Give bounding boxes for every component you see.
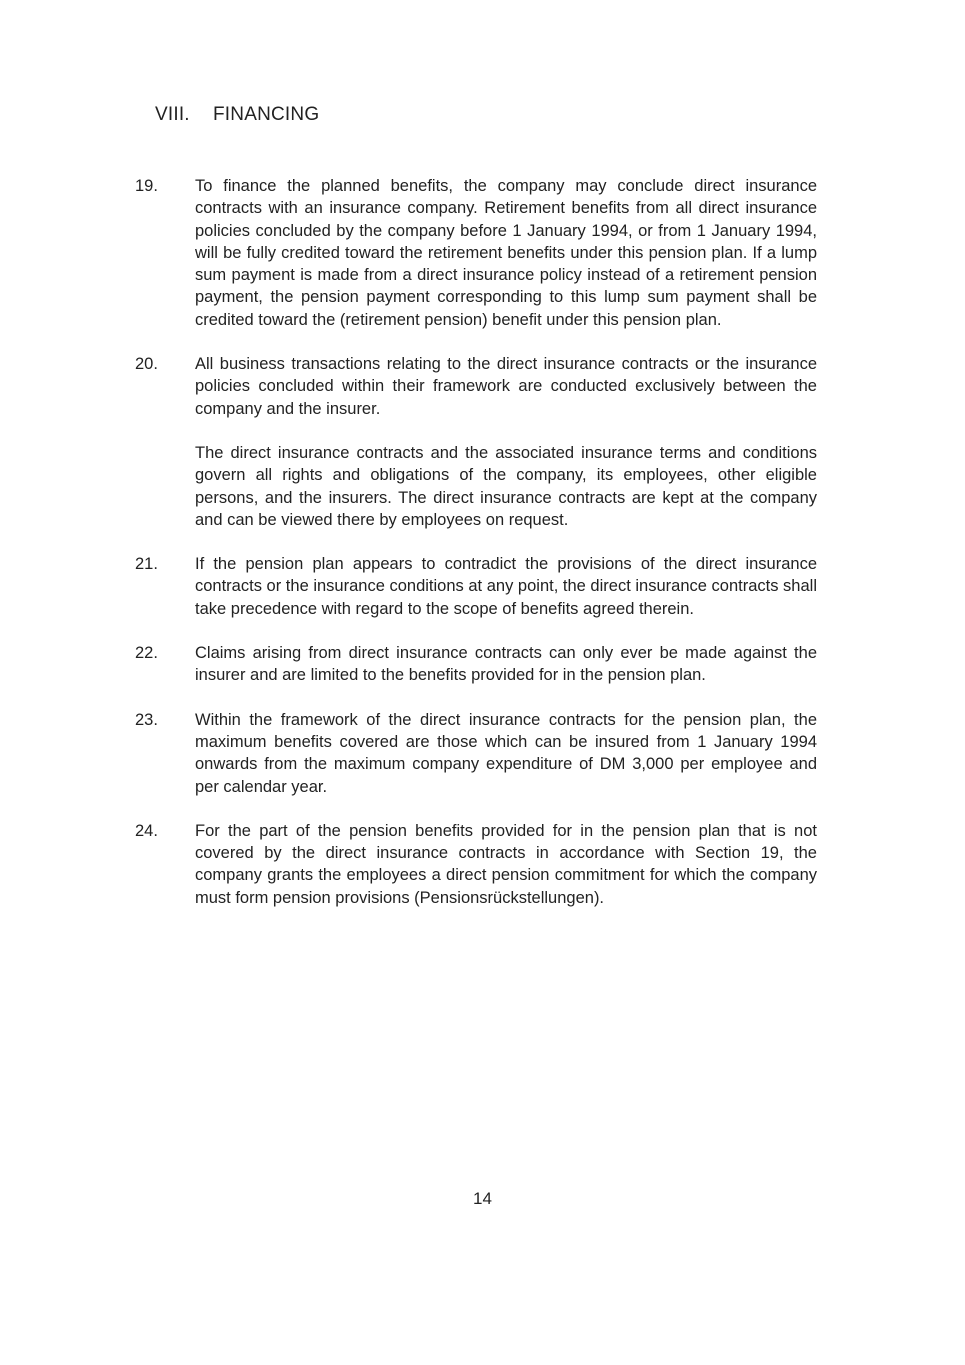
clause-paragraph: The direct insurance contracts and the associated insurance terms and conditions govern all rights and obligations of the company, its employees, other eligible persons, and the insurers. The direct insurance contracts are kept at the company and can be viewed there by employees on request. (195, 443, 817, 529)
clause-paragraph: Within the framework of the direct insurance contracts for the pension plan, the maximum benefits covered are those which can be insured from 1 January 1994 onwards from the maximum company expenditure of DM 3,000 per employee and per calendar year. (195, 710, 817, 796)
clause-number: 21. (135, 555, 158, 574)
clause-21 (135, 553, 817, 620)
section-heading (155, 104, 319, 126)
clause-paragraph: To finance the planned benefits, the company may conclude direct insurance contracts with an insurance company. Retirement benefits from all direct insurance policies concluded by the company before 1 January 1994, or from 1 January 1994, will be fully credited toward the retirement benefits under this pension plan. If a lump sum payment is made from a direct insurance policy instead of a retirement pension payment, the pension payment corresponding to this lump sum payment shall be credited toward the (retirement pension) benefit under this pension plan. (195, 177, 817, 329)
clause-22 (135, 642, 817, 687)
section-title: FINANCING (213, 104, 320, 125)
clause-number: 22. (135, 644, 158, 663)
clause-number: 23. (135, 710, 158, 729)
section-number: VIII. (155, 104, 190, 125)
clause-number: 19. (135, 177, 158, 195)
clause-number: 20. (135, 355, 158, 374)
clause-19 (135, 175, 817, 331)
clause-number: 24. (135, 821, 158, 840)
numbered-clauses (135, 175, 817, 931)
clause-24 (135, 820, 817, 909)
clause-paragraph: Claims arising from direct insurance contracts can only ever be made against the insurer and are limited to the benefits provided for in the pension plan. (195, 644, 817, 685)
page-number: 14 (473, 1189, 492, 1208)
clause-paragraph: All business transactions relating to the direct insurance contracts or the insurance policies concluded within their framework are conducted exclusively between the company and the insurer. (195, 355, 817, 418)
clause-20 (135, 353, 817, 531)
clause-paragraph: For the part of the pension benefits provided for in the pension plan that is not covered by the direct insurance contracts in accordance with Section 19, the company grants the employees a direct pension commitment for which the company must form pension provisions (Pensionsrückstellungen). (195, 821, 817, 907)
clause-23 (135, 709, 817, 798)
clause-paragraph: If the pension plan appears to contradict the provisions of the direct insurance contracts or the insurance conditions at any point, the direct insurance contracts shall take precedence with regard to the scope of benefits agreed therein. (195, 555, 817, 618)
